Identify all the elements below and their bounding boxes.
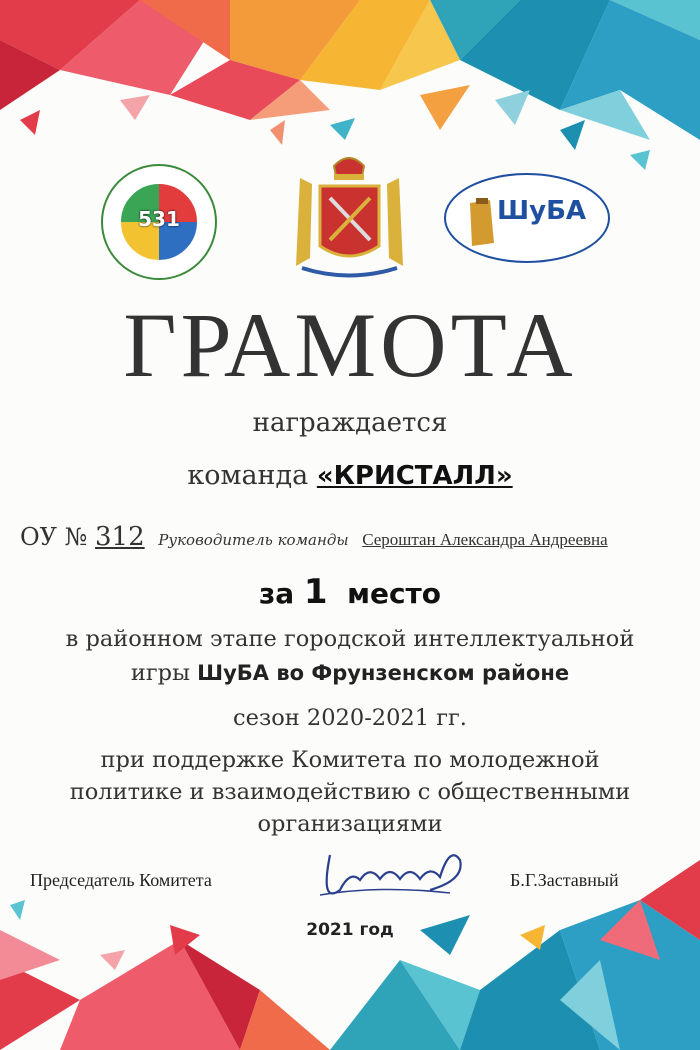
event-description — [0, 622, 700, 690]
leader-label: Руководитель команды — [158, 531, 349, 549]
event-description-prefix: игры — [130, 660, 198, 686]
awarded-line: награждается — [252, 408, 448, 438]
support-text — [0, 744, 700, 840]
team-name: «КРИСТАЛЛ» — [316, 461, 513, 491]
event-description-line-1: в районном этапе городской интеллектуальной — [65, 626, 635, 652]
shuba-game-logo — [442, 168, 612, 268]
place-prefix: за — [258, 577, 304, 610]
saint-petersburg-coat-of-arms — [282, 148, 417, 288]
place-line — [0, 572, 700, 612]
support-line-2: политике и взаимодействию с общественными — [69, 779, 631, 805]
support-line-1: при поддержке Комитета по молодежной — [100, 747, 600, 773]
support-line-3: организациями — [257, 811, 443, 837]
place-suffix: место — [327, 577, 442, 610]
shuba-logo-word: ШуБА — [497, 196, 587, 226]
event-description-line-2 — [0, 656, 700, 690]
leader-name: Сероштан Александра Андреевна — [362, 530, 608, 549]
event-description-bold: ШуБА во Фрунзенском районе — [197, 661, 570, 685]
certificate-year: 2021 год — [306, 920, 394, 940]
ou-number: 312 — [95, 522, 145, 552]
season-line: сезон 2020-2021 гг. — [233, 705, 467, 731]
signer-name: Б.Г.Заставный — [510, 870, 619, 890]
school-531-logo — [100, 163, 218, 281]
chair-label: Председатель Комитета — [30, 870, 212, 890]
team-prefix: команда — [187, 460, 317, 491]
ou-prefix: ОУ № — [20, 523, 95, 551]
team-line — [0, 460, 700, 491]
place-number: 1 — [303, 572, 328, 612]
certificate-title: ГРАМОТА — [123, 294, 577, 396]
school-number: 531 — [138, 207, 180, 231]
school-and-leader-line — [20, 522, 700, 552]
handwritten-signature — [300, 835, 480, 915]
